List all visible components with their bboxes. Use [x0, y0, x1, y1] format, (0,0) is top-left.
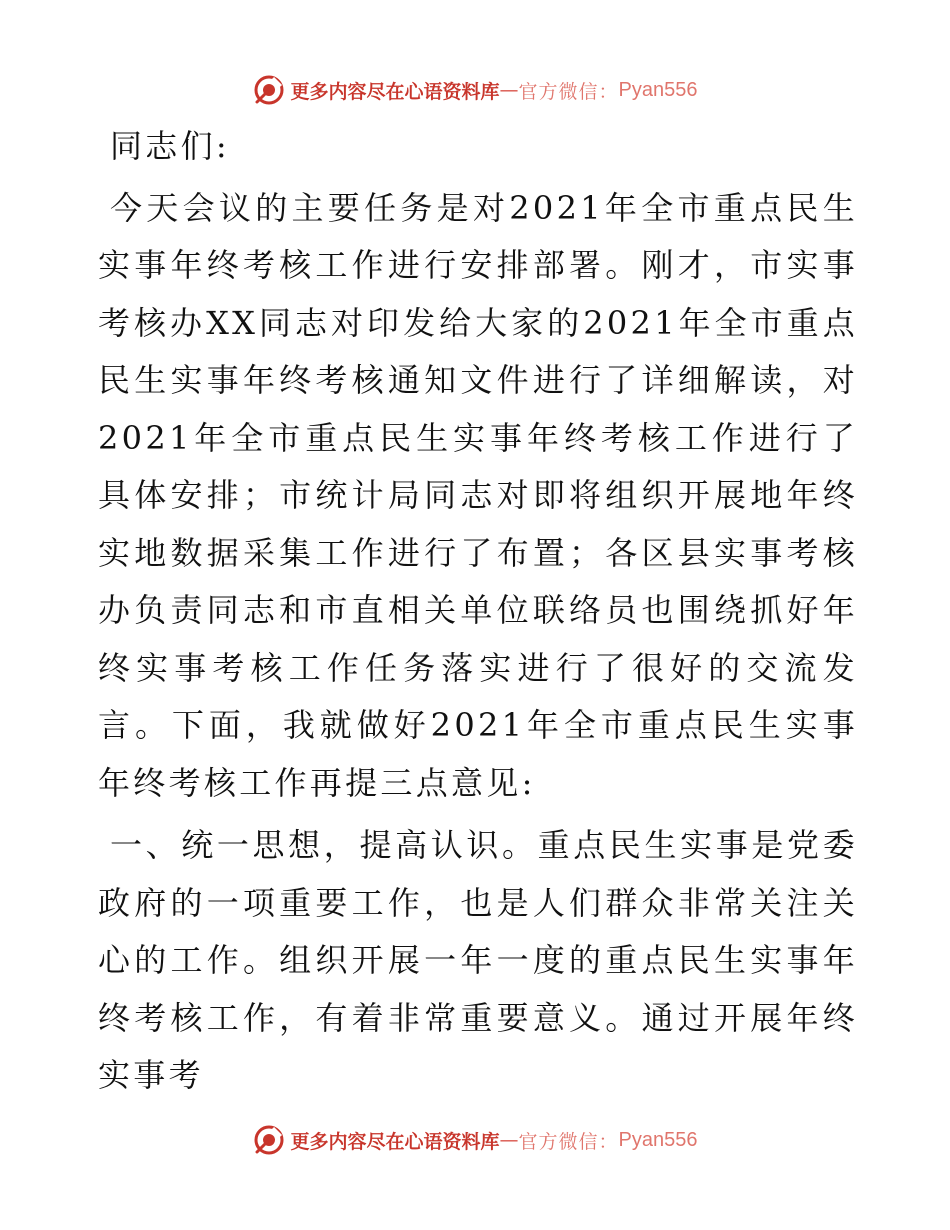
separator-dash: —: [499, 1129, 519, 1151]
paragraph-2: 一、统一思想，提高认识。重点民生实事是党委政府的一项重要工作，也是人们群众非常关注关心的工作。组织开展一年一度的重点民生实事年终考核工作，有着非常重要意义。通过开展年终实事考: [98, 826, 858, 1094]
footer-banner: [0, 1122, 950, 1158]
wechat-id: Pyan556: [618, 78, 698, 101]
salutation: 同志们:: [110, 127, 230, 165]
wechat-label: 官方微信：: [518, 80, 619, 103]
paragraph-1: 今天会议的主要任务是对2021年全市重点民生实事年终考核工作进行安排部署。刚才，市实事考核办XX同志对印发给大家的2021年全市重点民生实事年终考核通知文件进行了详细解读，对2021年全市重点民生实事年终考核工作进行了具体安排；市统计局同志对即将组织开展地年终实地数据采集工作进行了布置；各区县实事考核办负责同志和市直相关单位联络员也围绕抓好年终实事考核工作任务落实进行了很好的交流发言。下面，我就做好2021年全市重点民生实事年终考核工作再提三点意见:: [98, 188, 858, 802]
site-name-text: 更多内容尽在心语资料库: [290, 1130, 500, 1153]
wechat-id: Pyan556: [618, 1128, 698, 1151]
pen-circle-logo-icon: [253, 1124, 285, 1156]
header-banner: [0, 72, 950, 108]
separator-dash: —: [499, 79, 519, 101]
document-body: [98, 118, 858, 1105]
pen-circle-logo-icon: [253, 74, 285, 106]
site-name-text: 更多内容尽在心语资料库: [290, 80, 500, 103]
wechat-label: 官方微信：: [518, 1130, 619, 1153]
